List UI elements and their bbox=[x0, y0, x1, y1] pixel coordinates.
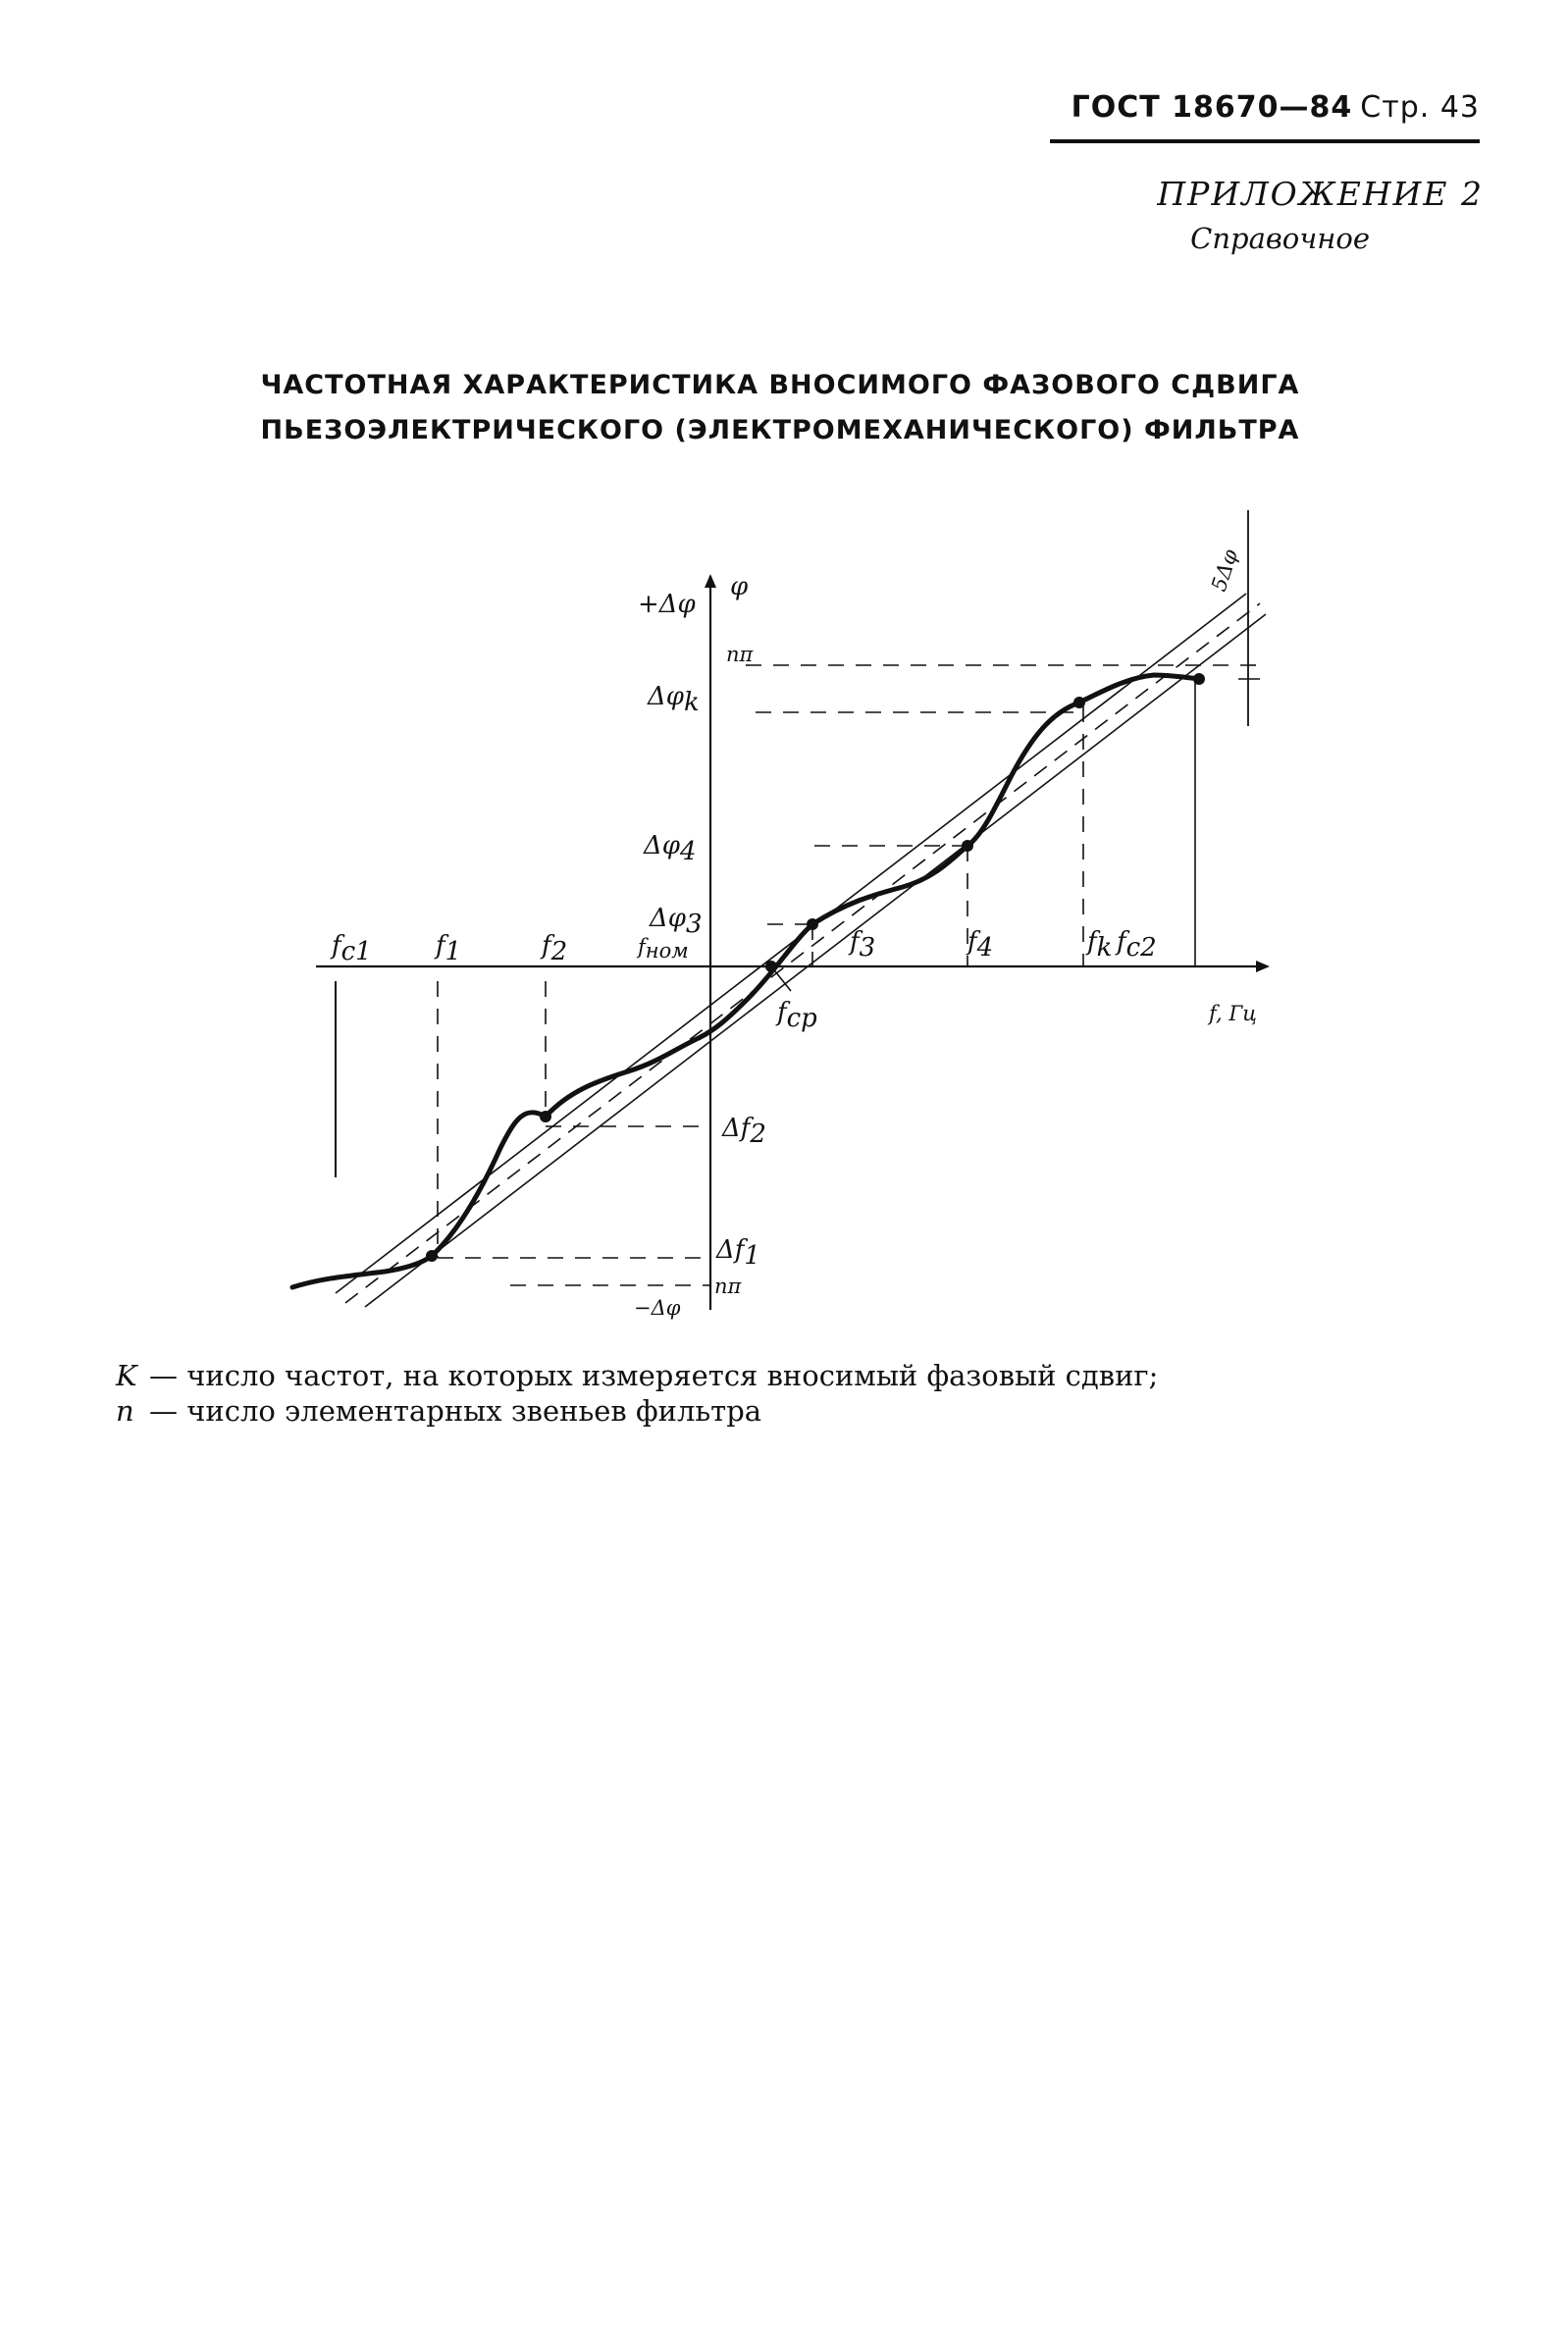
point-f2 bbox=[540, 1111, 551, 1122]
label-plus-dphi: +Δφ bbox=[638, 590, 696, 619]
label-f4: f4 bbox=[967, 927, 994, 963]
figure-title-line-2: ПЬЕЗОЭЛЕКТРИЧЕСКОГО (ЭЛЕКТРОМЕХАНИЧЕСКОГО) ФИЛЬТРА bbox=[260, 415, 1300, 445]
label-f3: f3 bbox=[850, 927, 876, 963]
label-f-nom: fном bbox=[638, 935, 689, 963]
label-f1: f1 bbox=[436, 931, 462, 966]
page-number: Стр. 43 bbox=[1360, 90, 1480, 125]
point-f1 bbox=[426, 1250, 438, 1262]
label-f2: f2 bbox=[542, 931, 568, 966]
figure-notes bbox=[116, 1358, 1352, 1429]
note-n-symbol: n bbox=[116, 1394, 134, 1428]
label-df2: Δf2 bbox=[722, 1114, 766, 1149]
label-five-dphi: 5Δφ bbox=[1206, 547, 1243, 595]
note-n bbox=[116, 1393, 1352, 1429]
label-f-axis: f, Гц bbox=[1209, 1002, 1257, 1025]
note-n-text: — число элементарных звеньев фильтра bbox=[149, 1394, 762, 1428]
label-npi-bottom: nπ bbox=[714, 1275, 742, 1298]
appendix-subtitle: Справочное bbox=[1190, 222, 1370, 255]
label-phi: φ bbox=[730, 572, 749, 601]
label-dphi-4: Δφ4 bbox=[644, 831, 697, 866]
label-minus-dphi: −Δφ bbox=[634, 1296, 681, 1320]
figure-title-line-1: ЧАСТОТНАЯ ХАРАКТЕРИСТИКА ВНОСИМОГО ФАЗОВОГО СДВИГА bbox=[260, 370, 1300, 400]
label-dphi-3: Δφ3 bbox=[650, 904, 703, 939]
label-df1: Δf1 bbox=[716, 1235, 760, 1271]
label-npi-top: nπ bbox=[726, 643, 754, 666]
note-k-symbol: K bbox=[116, 1359, 137, 1392]
label-dphi-k: Δφk bbox=[648, 682, 700, 717]
projection-lines bbox=[438, 665, 1266, 1285]
note-k-text: — число частот, на которых измеряется вносимый фазовый сдвиг; bbox=[149, 1359, 1159, 1392]
note-k bbox=[116, 1358, 1352, 1393]
label-fc2: fc2 bbox=[1117, 927, 1157, 963]
standard-number: ГОСТ 18670—84 bbox=[1071, 90, 1353, 125]
label-fcp: fcp bbox=[777, 998, 817, 1033]
label-fk: fk bbox=[1087, 927, 1113, 963]
appendix-title: ПРИЛОЖЕНИЕ 2 bbox=[1157, 175, 1484, 213]
phase-curve bbox=[292, 675, 1199, 1287]
label-fc1: fc1 bbox=[332, 931, 372, 966]
